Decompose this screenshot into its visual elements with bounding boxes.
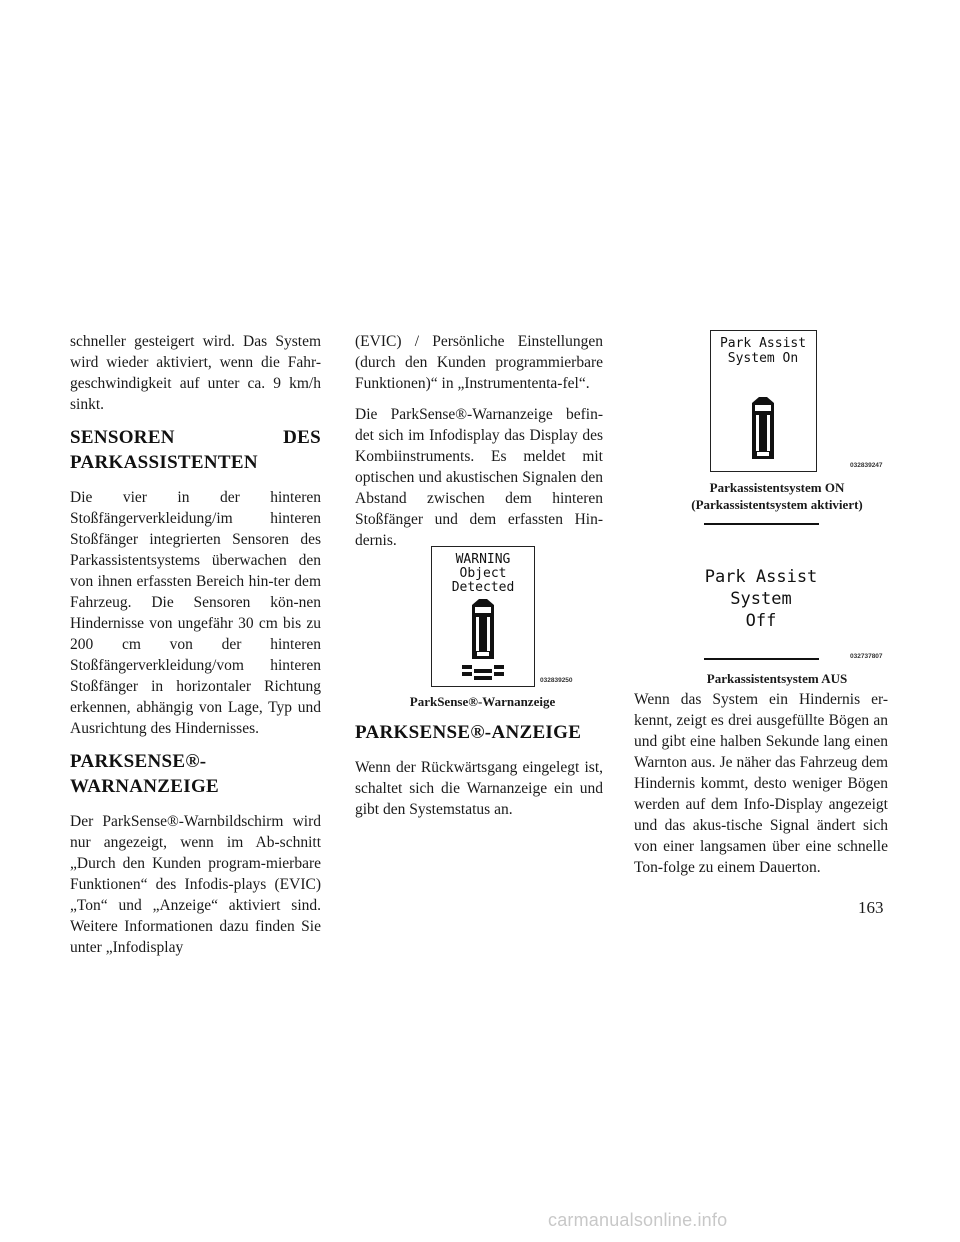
evic-paragraph: (EVIC) / Persönliche Einstellungen (durch den Kunden programmierbare Funktionen)“ in „Instrumententa-fel“. [355, 333, 603, 392]
system-off-figure-code: 032737807 [850, 653, 883, 660]
right-column-text [634, 689, 888, 888]
proximity-arcs-icon [462, 665, 504, 680]
warning-display-figure [431, 546, 535, 687]
page-number: 163 [858, 898, 884, 917]
system-off-line-3: Off [745, 611, 777, 631]
obstacle-detected-paragraph: Wenn das System ein Hindernis er-kennt, zeigt es drei ausgefüllte Bögen an und gibt eine halben Sekunde lang einen Warnton aus. Je näher das Fahrzeug dem Hindernis kommt, desto weniger Bögen werden auf dem Info-Display angezeigt und das akus-tische Signal ändert sich von einer langsamen über eine schnelle Ton-folge zu einem Dauerton. [634, 691, 888, 876]
system-off-figure [704, 556, 819, 646]
warning-location-paragraph: Die ParkSense®-Warnanzeige befin-det sich im Infodisplay das Display des Kombiinstruments. Es meldet mit optischen und akustischen Signalen den Abstand zwischen dem hinteren Stoßfänger und dem erfassten Hin-dernis. [355, 406, 603, 549]
heading-warning-display: PARKSENSE®-WARNANZEIGE [70, 751, 219, 797]
system-off-caption: Parkassistentsystem AUS [706, 671, 848, 686]
heading-parksense-display: PARKSENSE®-ANZEIGE [355, 722, 582, 743]
system-on-line-2: System On [727, 351, 799, 366]
system-off-line-2: System [730, 589, 792, 609]
system-on-figure [710, 330, 817, 472]
heading-sensors: SENSOREN DES PARKASSISTENTEN [70, 427, 321, 473]
warning-display-paragraph: Der ParkSense®-Warnbildschirm wird nur angezeigt, wenn im Ab-schnitt „Durch den Kunden program-mierbare Funktionen“ des Infodis-plays (EVIC) „Ton“ und „Anzeige“ aktiviert sind. Weitere Informationen dazu finden Sie unter „Infodisplay [70, 813, 321, 956]
watermark: carmanualsonline.info [548, 1210, 728, 1230]
middle-column-lower [355, 714, 603, 830]
system-on-lcd-graphic [711, 331, 816, 471]
warning-figure-caption: ParkSense®-Warnanzeige [409, 694, 556, 709]
warning-figure-code: 032839250 [540, 677, 573, 684]
car-top-view-icon [752, 397, 774, 459]
system-off-line-1: Park Assist [704, 567, 818, 587]
system-on-figure-code: 032839247 [850, 462, 883, 469]
reverse-gear-paragraph: Wenn der Rückwärtsgang eingelegt ist, schaltet sich die Warnanzeige ein und gibt den Systemstatus an. [355, 759, 603, 818]
warning-line-2: Object [459, 566, 507, 581]
system-off-lcd-graphic [704, 556, 819, 646]
sensors-paragraph: Die vier in der hinteren Stoßfängerverkleidung/im hinteren Stoßfänger integrierten Sensoren des Parkassistentsystems überwachen den von ihnen erfassten Bereich hin-ter dem Fahrzeug. Die Sensoren kön-nen Hindernisse von ungefähr 30 cm bis zu 200 cm von der hinteren Stoßfängerverkleidung/vom hinteren Stoßfänger in horizontaler Richtung erkennen, abhängig von Lage, Typ und Ausrichtung des Hindernisses. [70, 489, 321, 737]
warning-lcd-graphic [432, 547, 534, 686]
system-on-caption-line-2: (Parkassistentsystem aktiviert) [691, 497, 863, 512]
middle-column [355, 331, 603, 561]
system-on-line-1: Park Assist [719, 336, 807, 351]
system-on-caption [632, 479, 922, 513]
system-on-caption-line-1: Parkassistentsystem ON [709, 480, 845, 495]
intro-paragraph: schneller gesteigert wird. Das System wird wieder aktiviert, wenn die Fahr-geschwindigkeit auf unter ca. 9 km/h sinkt. [70, 333, 321, 413]
warning-line-1: WARNING [455, 552, 511, 567]
divider-bottom [704, 658, 819, 660]
car-top-view-icon [472, 599, 494, 659]
divider-top [704, 523, 819, 525]
left-column [70, 331, 321, 968]
warning-line-3: Detected [451, 580, 515, 595]
